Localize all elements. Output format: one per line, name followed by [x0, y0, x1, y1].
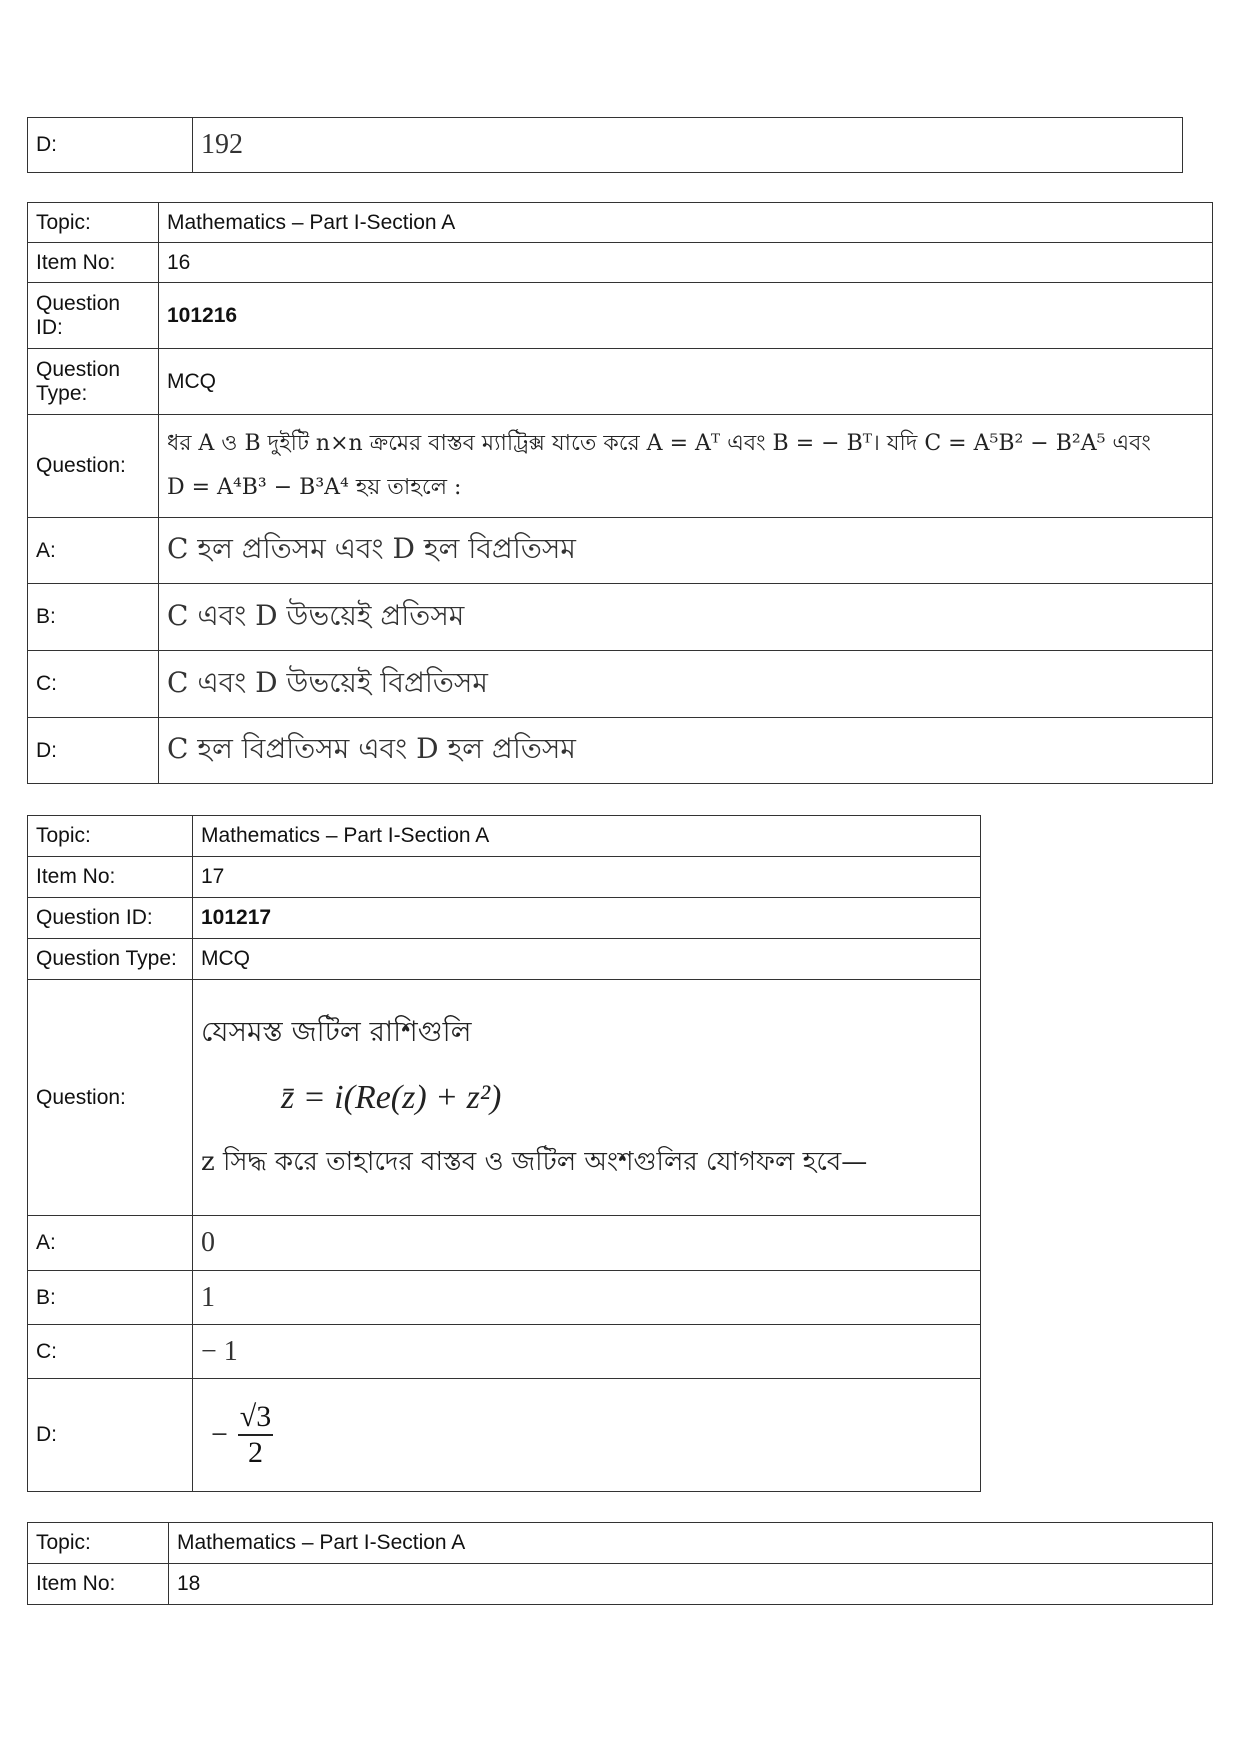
- option-a-text: C হল প্রতিসম এবং D হল বিপ্রতিসম: [159, 518, 1213, 584]
- option-c-label: C:: [28, 1325, 193, 1379]
- option-c-value: − 1: [193, 1325, 981, 1379]
- question-text: [159, 415, 1213, 518]
- option-d-label: D:: [28, 718, 159, 784]
- topic-value: Mathematics – Part I-Section A: [169, 1523, 1213, 1564]
- option-b-value: 1: [193, 1271, 981, 1325]
- question-id-value: 101216: [159, 283, 1213, 349]
- question-line-1: যেসমস্ত জটিল রাশিগুলি: [201, 1015, 472, 1048]
- fraction-denominator: 2: [248, 1436, 263, 1469]
- option-c-text: C এবং D উভয়েই বিপ্রতিসম: [159, 651, 1213, 718]
- fraction-numerator: √3: [238, 1400, 273, 1436]
- minus-sign: −: [211, 1418, 228, 1451]
- question-id-value: 101217: [193, 898, 981, 939]
- question-id-label: Question ID:: [28, 898, 193, 939]
- item-no-value: 17: [193, 857, 981, 898]
- option-a-label: A:: [28, 1216, 193, 1271]
- question-17-table: [27, 815, 981, 1492]
- option-b-label: B:: [28, 584, 159, 651]
- question-line-1: ধর A ও B দুইটি n×n ক্রমের বাস্তব ম্যাট্রিক্স যাতে করে A = Aᵀ এবং B = − Bᵀ। যদি C = A⁵B² − B²A⁵ এবং: [167, 431, 1151, 456]
- option-d-value: [193, 1379, 981, 1492]
- question-type-label: Question Type:: [28, 349, 159, 415]
- topic-value: Mathematics – Part I-Section A: [159, 203, 1213, 243]
- previous-question-tail: [27, 117, 1183, 173]
- fraction: [238, 1400, 273, 1470]
- question-type-label: Question Type:: [28, 939, 193, 980]
- item-no-value: 16: [159, 243, 1213, 283]
- question-type-value: MCQ: [193, 939, 981, 980]
- option-c-label: C:: [28, 651, 159, 718]
- option-a-label: A:: [28, 518, 159, 584]
- question-line-3: z সিদ্ধ করে তাহাদের বাস্তব ও জটিল অংশগুলির যোগফল হবে—: [201, 1147, 868, 1177]
- question-type-value: MCQ: [159, 349, 1213, 415]
- topic-value: Mathematics – Part I-Section A: [193, 816, 981, 857]
- option-b-label: B:: [28, 1271, 193, 1325]
- question-formula: z̄ = i(Re(z) + z²): [281, 1079, 502, 1116]
- item-no-value: 18: [169, 1564, 1213, 1605]
- question-id-label: Question ID:: [28, 283, 159, 349]
- item-no-label: Item No:: [28, 243, 159, 283]
- topic-label: Topic:: [28, 1523, 169, 1564]
- option-a-value: 0: [193, 1216, 981, 1271]
- option-d-label: D:: [28, 118, 193, 173]
- topic-label: Topic:: [28, 203, 159, 243]
- question-line-2: D = A⁴B³ − B³A⁴ হয় তাহলে :: [167, 475, 462, 500]
- option-d-text: C হল বিপ্রতিসম এবং D হল প্রতিসম: [159, 718, 1213, 784]
- question-label: Question:: [28, 415, 159, 518]
- question-18-table: [27, 1522, 1213, 1605]
- item-no-label: Item No:: [28, 1564, 169, 1605]
- option-d-label: D:: [28, 1379, 193, 1492]
- item-no-label: Item No:: [28, 857, 193, 898]
- question-text: [193, 980, 981, 1216]
- option-d-value: 192: [193, 118, 1183, 173]
- topic-label: Topic:: [28, 816, 193, 857]
- option-b-text: C এবং D উভয়েই প্রতিসম: [159, 584, 1213, 651]
- question-label: Question:: [28, 980, 193, 1216]
- question-16-table: [27, 202, 1213, 784]
